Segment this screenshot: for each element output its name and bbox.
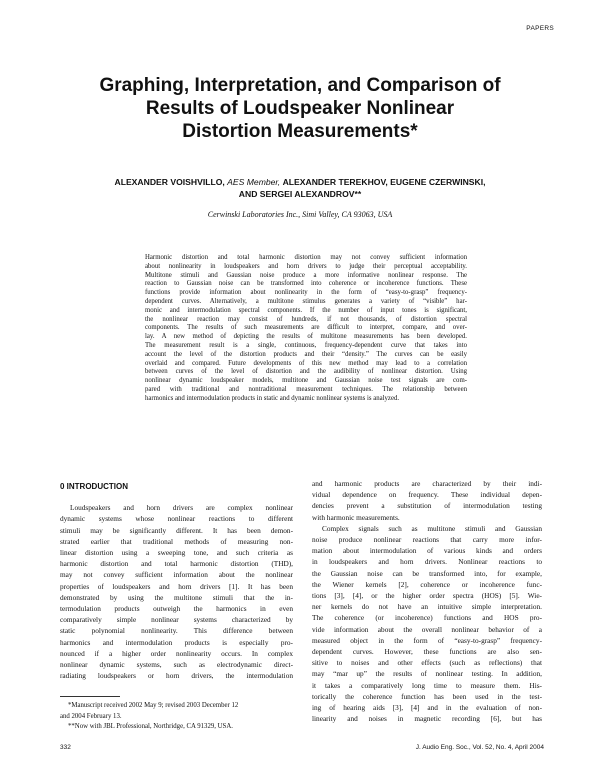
body-line: may not convey sufficient information about the nonlinear [60, 570, 293, 580]
footnote-line: and 2004 February 13. [60, 712, 122, 720]
page-number: 332 [60, 744, 71, 751]
abstract-line: dependent curves. Alternatively, a multitone stimulus generates a variety of “visible” har- [145, 297, 467, 305]
abstract-line: Harmonic distortion and total harmonic distortion may not convey sufficient information [145, 254, 467, 261]
body-line: termodulation products outweigh the harmonics in even [60, 604, 293, 614]
author-line [70, 176, 530, 188]
body-column-right [312, 478, 542, 724]
body-line: comparatively simple nonlinear systems characterized by [60, 615, 293, 625]
body-line: nonlinear dynamic systems, such as electrodynamic direct- [60, 660, 293, 670]
body-line: vidual dependence on frequency. These individual depen- [312, 490, 542, 500]
body-line: Complex signals such as multitone stimuli and Gaussian [322, 523, 542, 533]
abstract-line: functions provide information about nonlinearity in the form of “easy-to-grasp” frequency- [145, 289, 467, 297]
body-line: vide information about the overall nonlinear behavior of a [312, 624, 542, 634]
title-line: Graphing, Interpretation, and Comparison of [99, 75, 501, 96]
body-line: tions [3], [4], or the higher order spectra (HOS) [5]. Wie- [312, 591, 542, 601]
abstract-line: Multitone stimuli and Gaussian noise produce a more informative nonlinear response. The [145, 271, 467, 279]
abstract-line: components. The results of such measurements are difficult to interpret, compare, and over- [145, 324, 467, 332]
body-line: the Wiener kernels [2], coherence or incoherence func- [312, 579, 542, 589]
body-line: with harmonic measurements. [312, 512, 400, 522]
body-line: in loudspeakers and horn drivers. Nonlinear reactions to [312, 557, 542, 567]
body-line: ing of hearing aids [3], [4] and in the evaluation of non- [312, 703, 542, 713]
author-list [70, 176, 530, 200]
body-line: harmonics and intermodulation products is especially pro- [60, 637, 293, 647]
footnote-line: *Manuscript received 2002 May 9; revised 2003 December 12 [68, 702, 239, 709]
abstract-line: nonlinear dynamic loudspeaker models, multitone and Gaussian noise test signals are com- [145, 377, 467, 385]
body-line: linear distortion using a sweeping tone, and such criteria as [60, 548, 293, 558]
footnote-line: **Now with JBL Professional, Northridge, CA 91329, USA. [68, 723, 233, 730]
body-line: radiating loudspeakers or horn drivers, the intermodulation [60, 671, 293, 681]
abstract-line: the nonlinear reaction may consist of hundreds, if not thousands, of distortion spectral [145, 315, 467, 323]
body-line: it takes a comparatively long time to measure them. His- [312, 680, 542, 690]
body-line: strated earlier that traditional methods of measuring non- [60, 536, 293, 546]
body-line: demonstrated by using the multitone stimuli that the in- [60, 592, 293, 602]
body-column-left [60, 481, 293, 681]
body-line: sitive to noises and other effects (such as reflections) that [312, 658, 542, 668]
abstract-line: about nonlinearity in loudspeakers and horn drivers to judge their perceptual acceptability. [145, 262, 467, 270]
footnote-divider [60, 696, 120, 697]
footnotes [60, 701, 293, 733]
abstract-line: account the level of the distortion products and their “density.” The curves can be easily [145, 350, 467, 358]
body-line: torically the coherence function has been used in the test- [312, 691, 542, 701]
abstract-line: harmonics and intermodulation products in static and dynamic nonlinear systems is analyzed. [145, 394, 400, 402]
section-label: PAPERS [526, 25, 554, 32]
body-line: nounced if a higher order nonlinearity occurs. In complex [60, 648, 293, 658]
body-line: properties of loudspeakers and horn drivers [1]. It has been [60, 581, 293, 591]
body-line: dynamic systems whose nonlinear reactions to different [60, 514, 293, 524]
title-line: Results of Loudspeaker Nonlinear [145, 98, 455, 119]
body-line: ner kernels do not have an intuitive simple interpretation. [312, 602, 542, 612]
body-line: mation about intermodulation of various kinds and orders [312, 546, 542, 556]
body-line: static polynomial nonlinearity. This difference between [60, 626, 293, 636]
abstract [145, 254, 467, 404]
body-line: dependent curves. However, these functions are also sen- [312, 647, 542, 657]
abstract-line: lay. A new method of depicting the results of multitone measurements has been developed. [145, 333, 467, 341]
body-line: linearity and noises in magnetic recording [6], but has [312, 714, 542, 724]
body-line: may “mar up” the results of nonlinear testing. In addition, [312, 669, 542, 679]
abstract-line: The measurement result is a single, continuous, frequency-dependent curve that takes into [145, 341, 467, 349]
author-name: ALEXANDER TEREKHOV, EUGENE CZERWINSKI, [282, 177, 486, 187]
author-membership: AES Member, [227, 177, 281, 187]
abstract-line: pared with traditional and nontraditional measurement techniques. The relationship between [145, 385, 467, 393]
abstract-line: overlaid and compared. Future developments of this new method may lead to a correlation [145, 359, 467, 367]
body-line: noise produce nonlinear reactions that carry more infor- [312, 535, 542, 545]
body-line: and harmonic products are characterized by their indi- [312, 479, 542, 488]
body-line: Loudspeakers and horn drivers are complex nonlinear [70, 503, 293, 513]
body-line: The coherence (or incoherence) functions and HOS pro- [312, 613, 542, 623]
body-line: the Gaussian noise can be transformed into, for example, [312, 568, 542, 578]
affiliation: Cerwinski Laboratories Inc., Simi Valley, CA 93063, USA [207, 210, 393, 219]
section-heading: 0 INTRODUCTION [60, 482, 128, 491]
author-name: ALEXANDER VOISHVILLO, [114, 177, 225, 187]
abstract-line: monic and intermodulation spectral components. If the number of input tones is significant, [145, 306, 467, 314]
author-line: AND SERGEI ALEXANDROV** [238, 189, 362, 199]
journal-reference: J. Audio Eng. Soc., Vol. 52, No. 4, April 2004 [415, 744, 544, 751]
abstract-line: reaction to Gaussian noise can be transformed into coherence or incoherence functions. These [145, 280, 467, 288]
title-line: Distortion Measurements* [182, 121, 418, 142]
body-line: dencies prevent a substitution of intermodulation testing [312, 501, 542, 511]
abstract-line: between curves of the level of distortion and the audibility of nonlinear distortion. Using [145, 368, 467, 376]
paper-title [60, 74, 540, 143]
body-line: stimuli may be significantly different. It has been demon- [60, 525, 293, 535]
body-line: measured object in the form of “easy-to-grasp” frequency- [312, 635, 542, 645]
body-line: harmonic distortion and total harmonic distortion (THD), [60, 559, 293, 569]
